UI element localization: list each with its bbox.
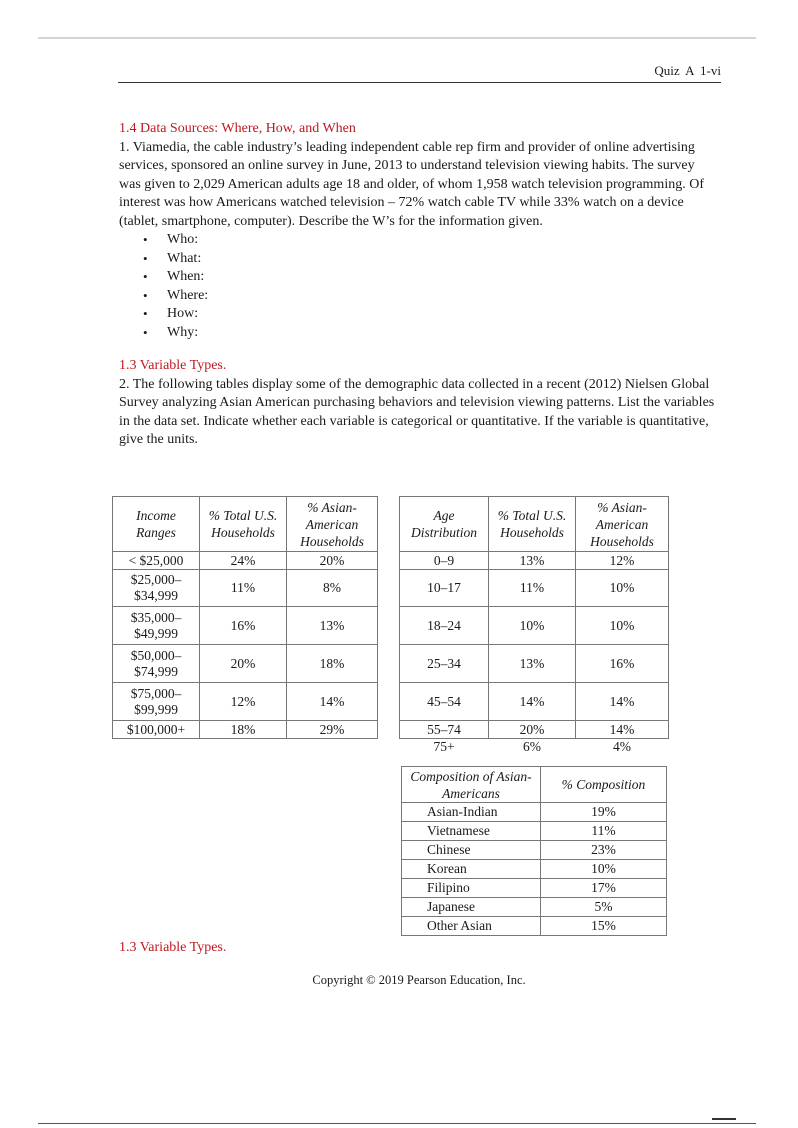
column-header: % Composition: [541, 767, 667, 803]
table-cell: 4%: [576, 739, 669, 756]
w-item-how: • How:: [119, 305, 717, 324]
column-header: % Asian-American Households: [576, 497, 669, 552]
column-header: % Total U.S. Households: [200, 497, 287, 552]
w-list: [119, 231, 717, 342]
table-cell: 16%: [576, 645, 669, 683]
column-header: % Asian-American Households: [287, 497, 378, 552]
table-cell: 11%: [200, 570, 287, 607]
bottom-divider: [38, 1123, 756, 1124]
quiz-content: [119, 120, 717, 450]
table-row: [113, 570, 378, 607]
table-row: [113, 645, 378, 683]
table-cell: 25–34: [400, 645, 489, 683]
table-row: [113, 683, 378, 721]
question-1-text: 1. Viamedia, the cable industry’s leading independent cable rep firm and provider of online advertising services, sponsored an online survey in June, 2013 to understand television viewing habits. The survey was given to 2,029 American adults age 18 and older, of whom 1,958 watch television programming. Of interest was how Americans watched television – 72% watch cable TV while 33% watch on a device (tablet, smartphone, computer). Describe the W’s for the information given.: [119, 139, 704, 229]
column-header: % Total U.S. Households: [489, 497, 576, 552]
table-cell: 16%: [200, 607, 287, 645]
table-cell: Chinese: [402, 841, 541, 860]
table-cell: 20%: [200, 645, 287, 683]
table-cell: 15%: [541, 917, 667, 936]
table-cell: 18–24: [400, 607, 489, 645]
column-header: Composition of Asian-Americans: [402, 767, 541, 803]
table-row: [402, 860, 667, 879]
footer-section-title: 1.3 Variable Types.: [119, 940, 227, 955]
table-cell: 20%: [489, 721, 576, 739]
table-cell: 75+: [400, 739, 489, 756]
table-cell: 19%: [541, 803, 667, 822]
composition-table: [401, 766, 667, 936]
section-title-variable-types: 1.3 Variable Types.: [119, 358, 227, 373]
table-cell: 18%: [200, 721, 287, 739]
table-cell: Asian-Indian: [402, 803, 541, 822]
w-item-who: • Who:: [119, 231, 717, 250]
table-cell: 14%: [489, 683, 576, 721]
table-cell: 14%: [576, 721, 669, 739]
question-2-text: 2. The following tables display some of the demographic data collected in a recent (2012) Nielsen Global Survey analyzing Asian American purchasing behaviors and television viewing patterns. List the variables in the data set. Indicate whether each variable is categorical or quantitative. If the variable is quantitative, give the units.: [119, 376, 715, 447]
table-row: [402, 803, 667, 822]
table-cell: 13%: [489, 645, 576, 683]
table-row: [113, 721, 378, 739]
table-cell: 13%: [287, 607, 378, 645]
header-divider: [118, 82, 721, 83]
table-cell: 11%: [541, 822, 667, 841]
table-cell: 17%: [541, 879, 667, 898]
table-cell: 23%: [541, 841, 667, 860]
table-cell: Japanese: [402, 898, 541, 917]
table-cell: < $25,000: [113, 552, 200, 570]
table-row: [402, 841, 667, 860]
w-item-what: • What:: [119, 250, 717, 269]
table-cell: 13%: [489, 552, 576, 570]
table-cell: $100,000+: [113, 721, 200, 739]
table-cell: 10%: [576, 570, 669, 607]
corner-mark: [712, 1118, 736, 1126]
table-cell: $75,000– $99,999: [113, 683, 200, 721]
table-cell: 18%: [287, 645, 378, 683]
w-item-why: • Why:: [119, 324, 717, 343]
table-cell: 10–17: [400, 570, 489, 607]
table-row: [113, 552, 378, 570]
w-item-when: • When:: [119, 268, 717, 287]
table-row: [400, 607, 669, 645]
table-cell: $50,000– $74,999: [113, 645, 200, 683]
table-cell: 29%: [287, 721, 378, 739]
income-table: [112, 496, 378, 739]
table-row: [113, 607, 378, 645]
table-cell: 14%: [287, 683, 378, 721]
page-header: Quiz A 1-vi: [654, 63, 721, 78]
column-header: Income Ranges: [113, 497, 200, 552]
table-cell: 10%: [541, 860, 667, 879]
age-table: [399, 496, 669, 756]
table-cell: 12%: [576, 552, 669, 570]
table-row: [402, 822, 667, 841]
w-item-where: • Where:: [119, 287, 717, 306]
table-cell: 12%: [200, 683, 287, 721]
table-cell: $35,000– $49,999: [113, 607, 200, 645]
table-row: [402, 879, 667, 898]
table-cell: $25,000– $34,999: [113, 570, 200, 607]
column-header: Age Distribution: [400, 497, 489, 552]
top-divider: [38, 37, 756, 39]
table-cell: 8%: [287, 570, 378, 607]
table-cell: 20%: [287, 552, 378, 570]
table-row: [400, 552, 669, 570]
table-cell: Korean: [402, 860, 541, 879]
table-cell: 10%: [489, 607, 576, 645]
table-cell: 0–9: [400, 552, 489, 570]
section-title-data-sources: 1.4 Data Sources: Where, How, and When: [119, 121, 356, 136]
table-row: [400, 683, 669, 721]
table-cell: Filipino: [402, 879, 541, 898]
table-row: [400, 739, 669, 756]
table-row: [400, 570, 669, 607]
table-cell: 5%: [541, 898, 667, 917]
table-row: [402, 917, 667, 936]
table-cell: 10%: [576, 607, 669, 645]
table-row: [402, 898, 667, 917]
table-row: [400, 645, 669, 683]
table-cell: 6%: [489, 739, 576, 756]
table-cell: Other Asian: [402, 917, 541, 936]
table-row: [400, 721, 669, 739]
table-cell: 24%: [200, 552, 287, 570]
table-cell: 45–54: [400, 683, 489, 721]
table-cell: Vietnamese: [402, 822, 541, 841]
copyright-notice: Copyright © 2019 Pearson Education, Inc.: [312, 973, 526, 987]
table-cell: 11%: [489, 570, 576, 607]
table-cell: 14%: [576, 683, 669, 721]
table-cell: 55–74: [400, 721, 489, 739]
